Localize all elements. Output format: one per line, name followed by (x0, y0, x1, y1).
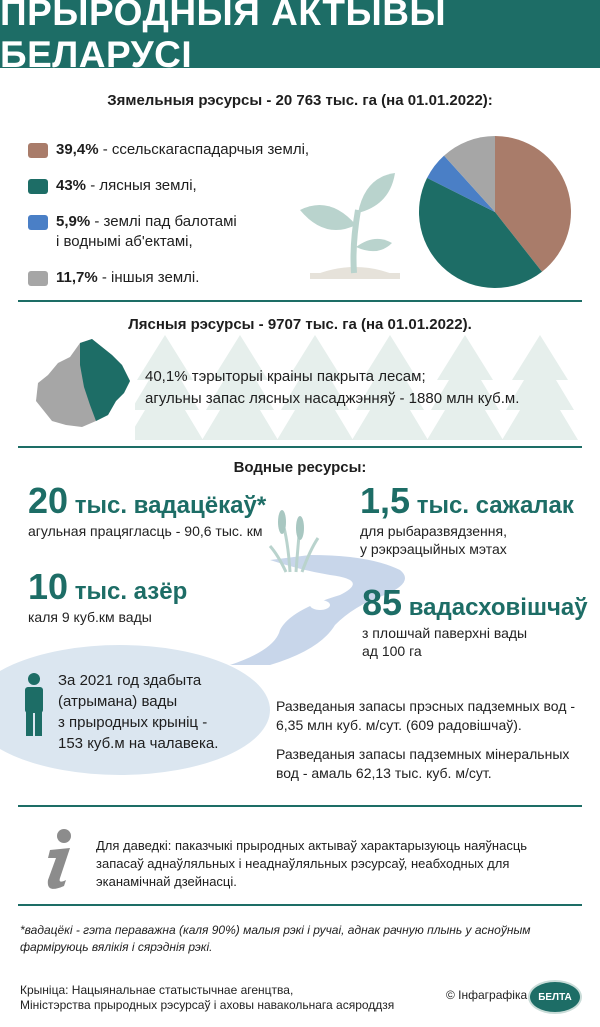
reservoirs-number: 85 (362, 582, 403, 623)
groundwater-fresh-line-1: Разведаныя запасы прэсных падземных вод - (276, 698, 575, 714)
groundwater-mineral-line-2: вод - амаль 62,13 тыс. куб. м/сут. (276, 765, 492, 781)
legend-item-agricultural (28, 140, 309, 160)
ponds-unit: тыс. сажалак (410, 492, 574, 519)
footnote-line-2: фарміруюць вялікія і сярэднія рэкі. (20, 940, 213, 954)
ponds-stat (360, 480, 574, 558)
lakes-stat (28, 566, 187, 626)
footnote-line-1: *вадацёкі - гэта пераважна (каля 90%) малыя рэкі і ручаі, аднак рачную плынь у асноўным (20, 923, 531, 937)
forest-line-2: агульны запас лясных насаджэнняў - 1880 млн куб.м. (145, 390, 520, 407)
rivers-number: 20 (28, 480, 69, 521)
page-title: ПРЫРОДНЫЯ АКТЫВЫ БЕЛАРУСІ (0, 0, 600, 68)
section-divider (18, 805, 582, 807)
legend-swatch (28, 143, 48, 158)
forest-text (145, 366, 519, 410)
springs-line-2: (атрымана) вады (58, 693, 178, 710)
legend-label: - іншыя землі. (97, 269, 200, 286)
legend-swatch (28, 271, 48, 286)
legend-swatch (28, 215, 48, 230)
belta-logo (528, 980, 582, 1014)
reservoirs-unit: вадасховішчаў (402, 594, 588, 621)
legend-label-2: і воднымі аб'ектамі, (56, 233, 193, 250)
ponds-sub-2: у рэкрэацыйных мэтах (360, 541, 507, 557)
belta-logo-text: БЕЛТА (538, 991, 572, 1003)
springs-line-1: За 2021 год здабыта (58, 672, 202, 689)
legend-pct: 11,7% (56, 269, 98, 286)
land-section-title: Зямельныя рэсурсы - 20 763 тыс. га (на 01.01.2022): (107, 92, 493, 109)
lakes-number: 10 (28, 566, 69, 607)
lakes-unit: тыс. азёр (68, 578, 188, 605)
source-line-1: Крыніца: Нацыянальнае статыстычнае агенцтва, (20, 983, 294, 997)
legend-pct: 39,4% (56, 141, 99, 158)
info-line-1: Для даведкі: паказчыкі прыродных актываў характарызуюць наяўнасць (96, 838, 528, 853)
info-line-3: эканамічнай дзейнасці. (96, 874, 237, 889)
legend-swatch (28, 179, 48, 194)
section-divider (18, 300, 582, 302)
reservoirs-sub-1: з плошчай паверхні вады (362, 625, 528, 641)
groundwater-mineral-line-1: Разведаныя запасы падземных мінеральных (276, 746, 570, 762)
legend-label: - ссельскагаспадарчыя землі, (98, 141, 310, 158)
sprout-icon (290, 165, 420, 285)
land-pie-chart (418, 135, 572, 289)
springs-line-4: 153 куб.м на чалавека. (58, 735, 219, 752)
section-divider (18, 446, 582, 448)
legend-pct: 5,9% (56, 213, 91, 230)
forest-line-1: 40,1% тэрыторыі краіны пакрыта лесам; (145, 368, 426, 385)
springs-line-3: з прыродных крыніц - (58, 714, 208, 731)
land-legend (28, 140, 309, 288)
source-line-2: Міністэрства прыродных рэсурсаў і аховы навакольнага асяроддзя (20, 998, 395, 1012)
lakes-sub: каля 9 куб.км вады (28, 609, 152, 625)
groundwater-fresh-line-2: 6,35 млн куб. м/сут. (609 радовішчаў). (276, 717, 522, 733)
footnote (20, 922, 531, 956)
legend-item-wetland (28, 212, 309, 252)
legend-pct: 43% (56, 177, 87, 194)
credit-text: © Інфаграфіка (446, 988, 528, 1002)
legend-label: - лясныя землі, (86, 177, 197, 194)
legend-item-forest (28, 176, 309, 196)
person-icon (20, 672, 48, 736)
ponds-sub-1: для рыбаразвядзення, (360, 523, 507, 539)
groundwater-fresh (276, 697, 575, 735)
springs-text (58, 670, 218, 754)
ponds-number: 1,5 (360, 480, 411, 521)
section-divider (18, 904, 582, 906)
legend-label: - землі пад балотамі (90, 213, 237, 230)
source (20, 983, 394, 1013)
rivers-sub: агульная працягласць - 90,6 тыс. км (28, 523, 263, 539)
reservoirs-stat (362, 582, 588, 660)
groundwater-mineral (276, 745, 569, 783)
rivers-unit: тыс. вадацёкаў* (68, 492, 267, 519)
rivers-stat (28, 480, 266, 540)
info-icon (38, 828, 80, 890)
belarus-map-icon (30, 335, 135, 430)
forest-section-title: Лясныя рэсурсы - 9707 тыс. га (на 01.01.2022). (128, 316, 472, 333)
info-line-2: запасаў аднаўляльных і неаднаўляльных рэсурсаў, неабходных для (96, 856, 510, 871)
reservoirs-sub-2: ад 100 га (362, 643, 422, 659)
water-section-title: Водные ресурсы: (233, 459, 367, 476)
legend-item-other (28, 268, 309, 288)
info-text (96, 837, 527, 891)
